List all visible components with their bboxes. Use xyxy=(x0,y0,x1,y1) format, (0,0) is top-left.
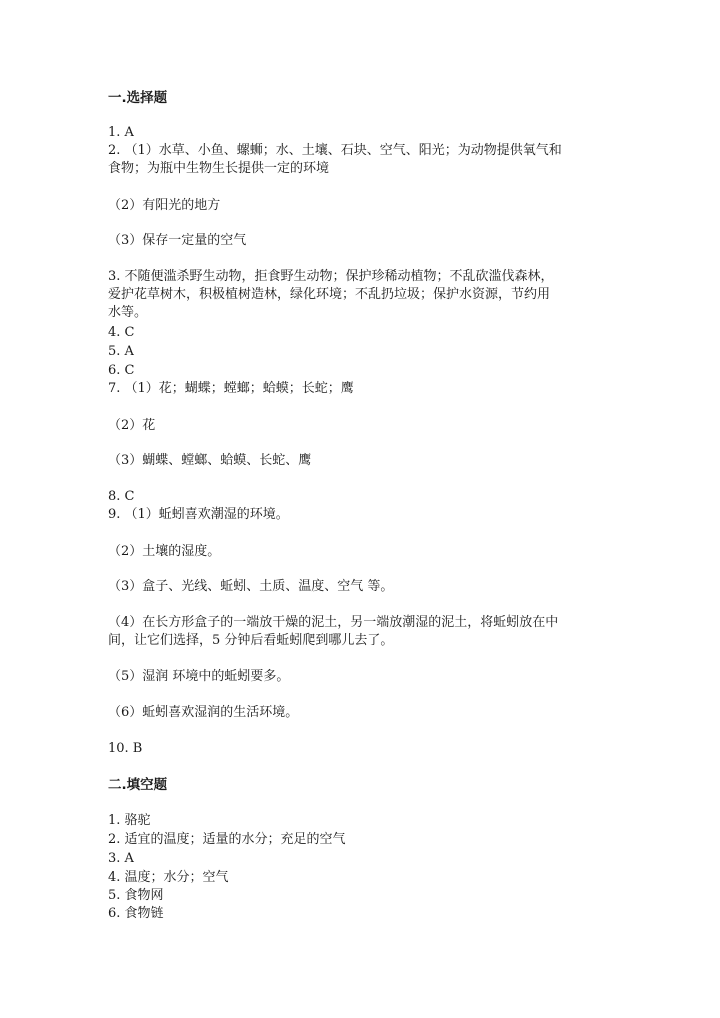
answer-line: 4. C xyxy=(108,325,135,340)
answer-line: 水等。 xyxy=(108,305,148,320)
answer-line: 7. （1）花；蝴蝶；螳螂；蛤蟆；长蛇；鹰 xyxy=(108,381,354,396)
answer-line: 6. C xyxy=(108,363,135,378)
answer-line: 5. 食物网 xyxy=(108,888,164,903)
answer-line: 2. 适宜的温度；适量的水分；充足的空气 xyxy=(108,832,346,847)
section-title-multiple-choice: 一.选择题 xyxy=(108,90,168,106)
answer-line: （2）土壤的湿度。 xyxy=(108,544,221,559)
answer-line: 爱护花草树木，积极植树造林，绿化环境；不乱扔垃圾；保护水资源，节约用 xyxy=(108,287,551,302)
answer-line: （3）保存一定量的空气 xyxy=(108,233,247,248)
answer-line: 1. 骆驼 xyxy=(108,813,151,828)
answer-line: 食物；为瓶中生物生长提供一定的环境 xyxy=(108,161,330,176)
answer-line: （4）在长方形盒子的一端放干燥的泥土，另一端放潮湿的泥土，将蚯蚓放在中 xyxy=(108,615,559,630)
answer-line: （2）花 xyxy=(108,418,156,433)
answer-line: 2. （1）水草、小鱼、螺蛳；水、土壤、石块、空气、阳光；为动物提供氧气和 xyxy=(108,143,562,158)
answer-line: （3）蝴蝶、螳螂、蛤蟆、长蛇、鹰 xyxy=(108,453,312,468)
answer-line: （3）盒子、光线、蚯蚓、土质、温度、空气 等。 xyxy=(108,579,394,594)
answer-line: （6）蚯蚓喜欢湿润的生活环境。 xyxy=(108,705,299,720)
answer-line: 10. B xyxy=(108,741,143,756)
answer-line: 3. 不随便滥杀野生动物，拒食野生动物；保护珍稀动植物；不乱砍滥伐森林， xyxy=(108,269,554,284)
section-title-fill-in-blank: 二.填空题 xyxy=(108,777,168,793)
answer-line: 5. A xyxy=(108,344,134,359)
answer-line: （2）有阳光的地方 xyxy=(108,198,221,213)
answer-line: 1. A xyxy=(108,125,134,140)
answer-line: 4. 温度；水分；空气 xyxy=(108,870,229,885)
answer-line: 6. 食物链 xyxy=(108,906,164,921)
answer-line: 9. （1）蚯蚓喜欢潮湿的环境。 xyxy=(108,507,289,522)
answer-line: （5）湿润 环境中的蚯蚓要多。 xyxy=(108,669,290,684)
answer-line: 3. A xyxy=(108,851,134,866)
answer-line: 间，让它们选择，5 分钟后看蚯蚓爬到哪儿去了。 xyxy=(108,633,394,648)
answer-line: 8. C xyxy=(108,489,135,504)
